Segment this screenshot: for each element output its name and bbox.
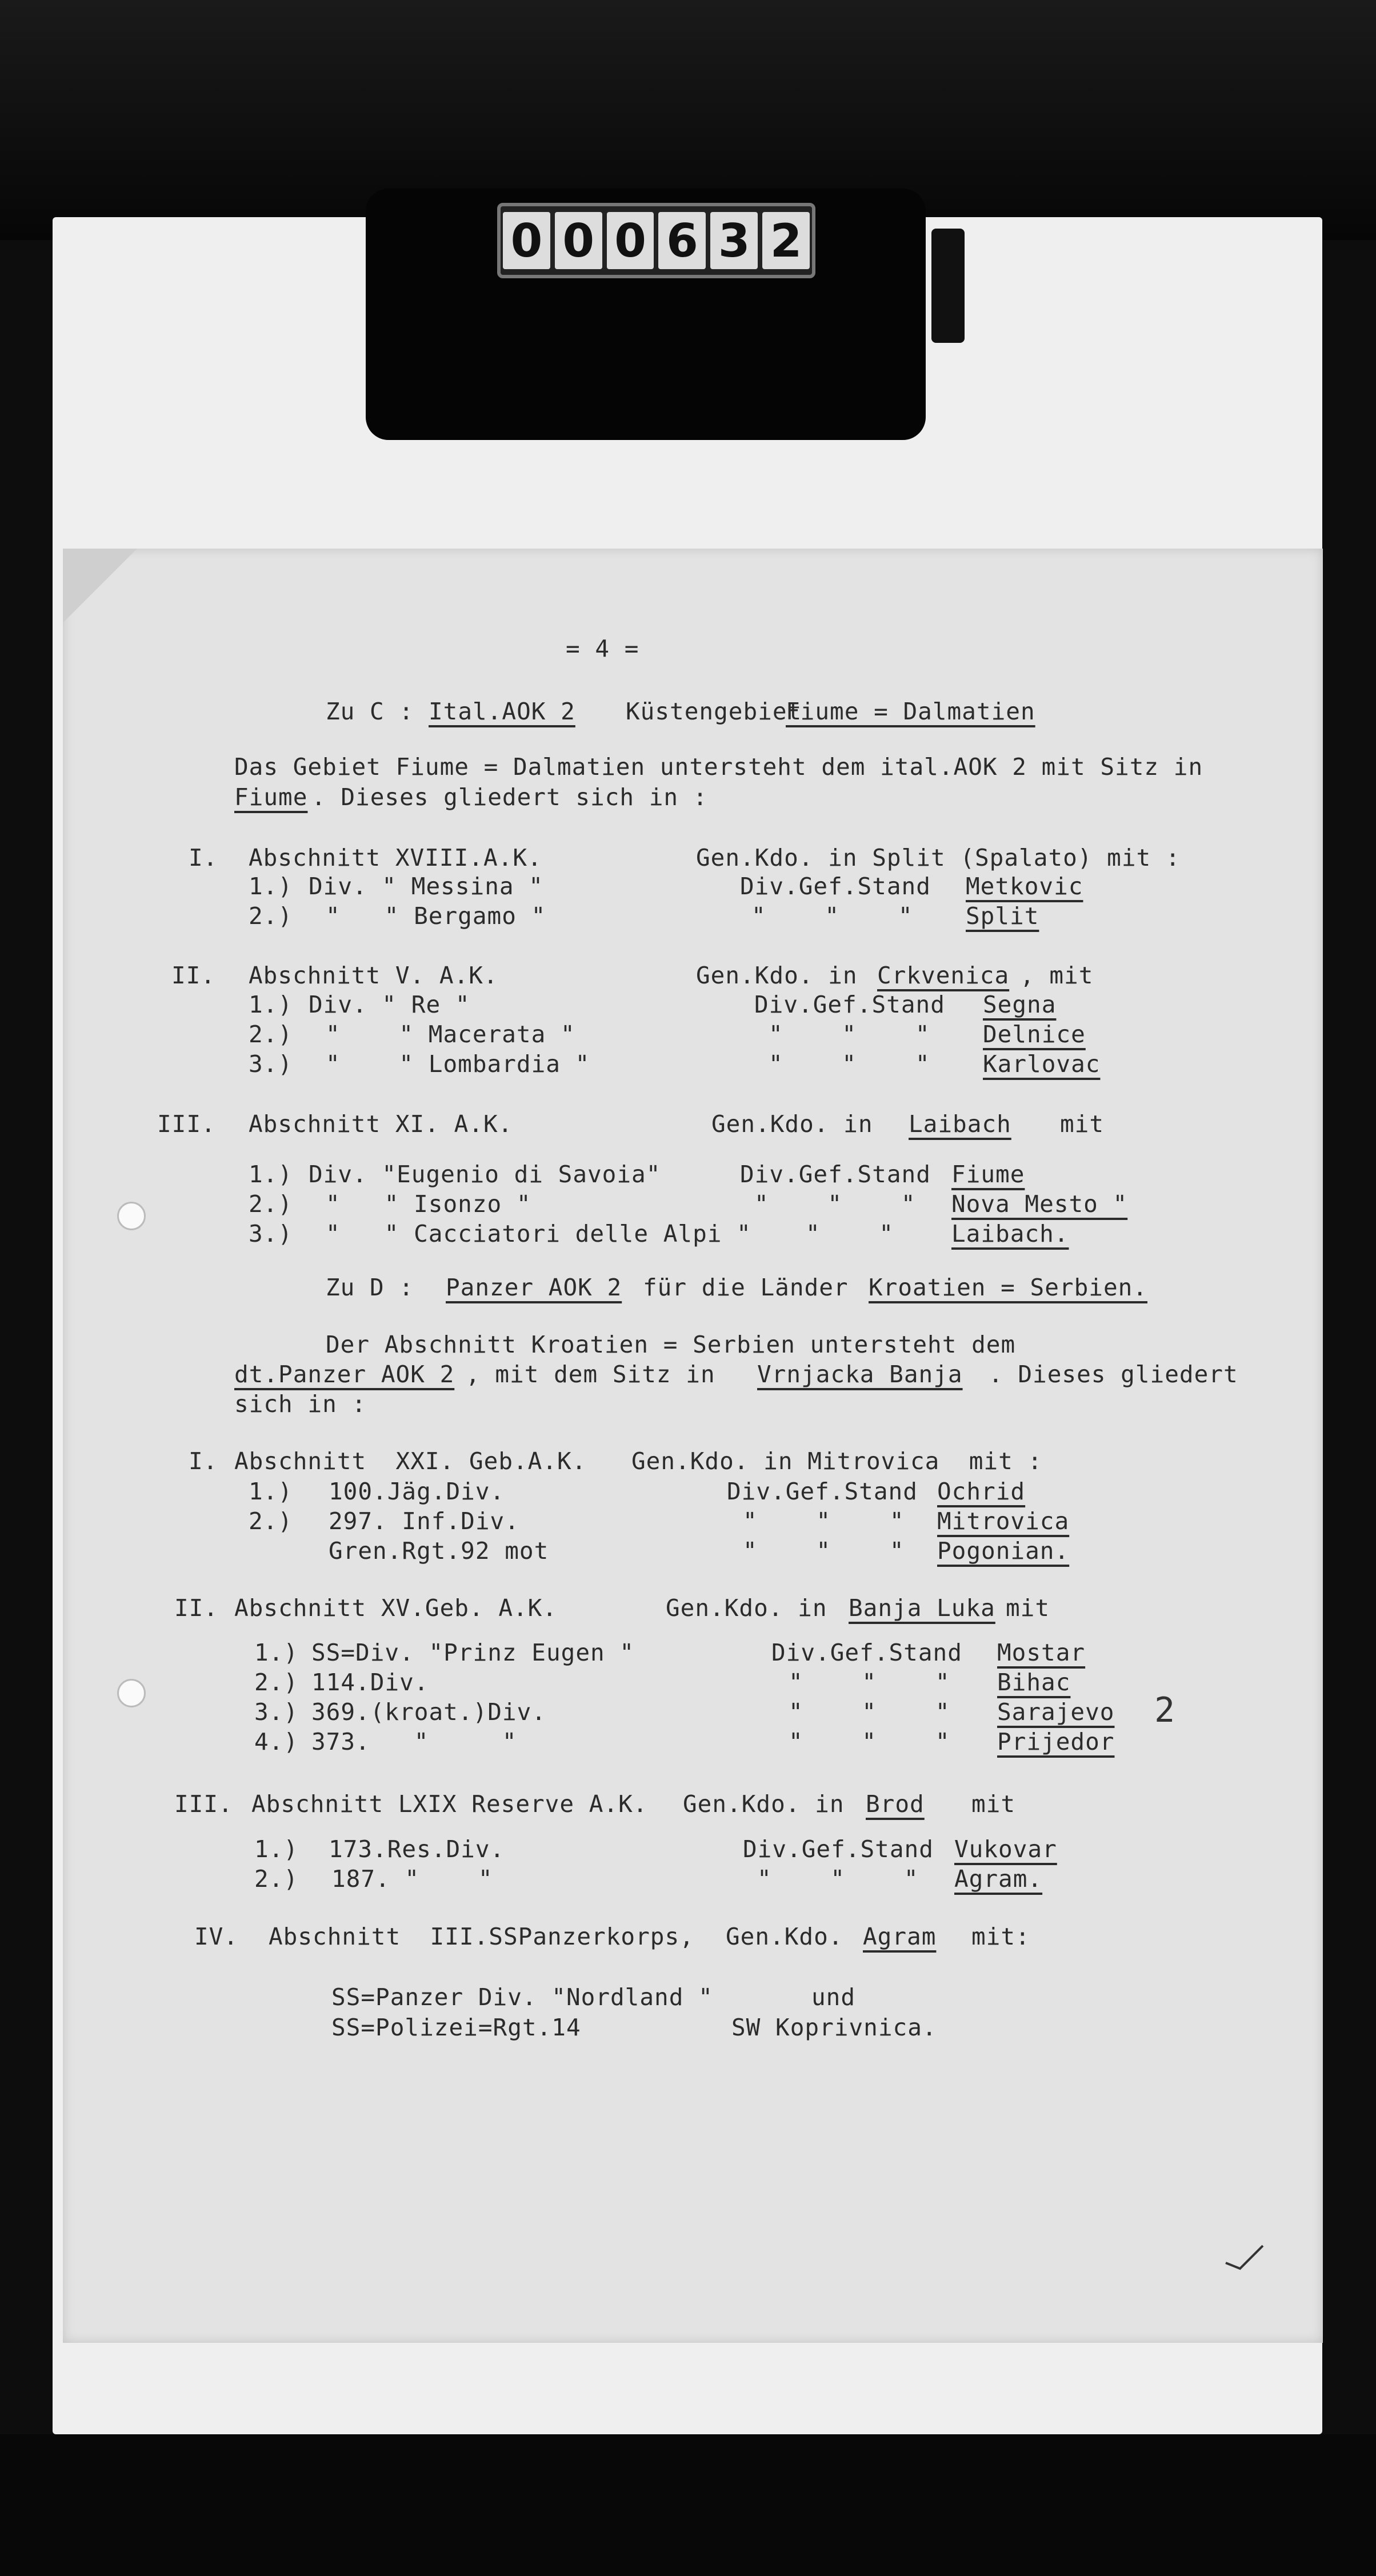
d2-row2-stand: " " ": [789, 1669, 950, 1696]
d1-row2-stand: " " ": [743, 1507, 905, 1535]
margin-mark: 2: [1154, 1690, 1175, 1730]
section-d-intro-line1: Der Abschnitt Kroatien = Serbien untersteht dem: [326, 1331, 1016, 1358]
d1-cmd: Gen.Kdo. in Mitrovica mit :: [631, 1447, 1043, 1475]
c2-row1-text: Div. " Re ": [309, 991, 470, 1018]
section-c-prefix: Zu C :: [326, 698, 414, 725]
page-marker: = 4 =: [566, 635, 639, 662]
d2-row1-text: SS=Div. "Prinz Eugen ": [311, 1639, 635, 1666]
c1-cmd: Gen.Kdo. in Split (Spalato) mit :: [696, 844, 1181, 871]
document-page: [63, 549, 1323, 2343]
c2-row1-place: Segna: [983, 991, 1057, 1018]
c3-row2-text: " " Isonzo ": [326, 1190, 531, 1218]
c3-row3-text: " " Cacciatori delle Alpi ": [326, 1220, 751, 1247]
section-d-intro-end: . Dieses gliedert: [989, 1361, 1238, 1388]
section-c-area: Fiume = Dalmatien: [786, 698, 1035, 725]
counter-digit: 3: [710, 212, 758, 269]
c3-row1-text: Div. "Eugenio di Savoia": [309, 1161, 661, 1188]
section-c-aok: Ital.AOK 2: [429, 698, 575, 725]
section-c-intro-fiume: Fiume: [234, 783, 308, 811]
d1-roman: I.: [189, 1447, 218, 1475]
c3-row2-stand: " " ": [754, 1190, 916, 1218]
d3-cmd-suffix: mit: [971, 1790, 1016, 1818]
c2-row1-stand: Div.Gef.Stand: [754, 991, 945, 1018]
section-c-intro-line2: . Dieses gliedert sich in :: [311, 783, 708, 811]
c1-row1-num: 1.): [249, 873, 293, 900]
d4-cmd-suffix: mit:: [971, 1923, 1030, 1950]
c1-name: Abschnitt XVIII.A.K.: [249, 844, 542, 871]
d2-row4-text: 373. " ": [311, 1728, 517, 1755]
c2-roman: II.: [171, 962, 216, 989]
d4-cmd-prefix: Gen.Kdo.: [726, 1923, 843, 1950]
d2-row2-num: 2.): [254, 1669, 299, 1696]
d3-roman: III.: [174, 1790, 233, 1818]
c1-row2-stand: " " ": [751, 902, 913, 930]
counter-digit: 6: [658, 212, 706, 269]
d2-row1-place: Mostar: [997, 1639, 1086, 1666]
c3-row3-stand: " ": [806, 1220, 894, 1247]
c3-row2-place: Nova Mesto ": [951, 1190, 1128, 1218]
d3-row2-place: Agram.: [954, 1865, 1043, 1893]
c2-row3-place: Karlovac: [983, 1050, 1101, 1078]
c2-row2-num: 2.): [249, 1021, 293, 1048]
d2-row2-text: 114.Div.: [311, 1669, 429, 1696]
section-d-intro-place: Vrnjacka Banja: [757, 1361, 963, 1388]
section-d-mid: für die Länder: [643, 1274, 849, 1301]
d2-name: Abschnitt XV.Geb. A.K.: [234, 1594, 558, 1622]
c2-name: Abschnitt V. A.K.: [249, 962, 498, 989]
d4-extra1-left: SS=Panzer Div. "Nordland ": [331, 1983, 713, 2011]
d1-row2-place: Mitrovica: [937, 1507, 1070, 1535]
section-c-area-label: Küstengebiet: [626, 698, 802, 725]
d1-row2-num: 2.): [249, 1507, 293, 1535]
d3-row1-stand: Div.Gef.Stand: [743, 1835, 934, 1863]
d3-row2-text: 187. " ": [331, 1865, 493, 1893]
d1-row3-place: Pogonian.: [937, 1537, 1070, 1565]
d4-extra2-right: SW Koprivnica.: [731, 2014, 937, 2041]
film-frame-bottom: [0, 2434, 1376, 2576]
c3-row1-num: 1.): [249, 1161, 293, 1188]
d4-extra1-right: und: [811, 1983, 856, 2011]
c3-cmd-prefix: Gen.Kdo. in: [711, 1110, 873, 1138]
d3-name: Abschnitt LXIX Reserve A.K.: [251, 1790, 648, 1818]
c2-row2-stand: " " ": [769, 1021, 930, 1048]
d2-cmd-prefix: Gen.Kdo. in: [666, 1594, 827, 1622]
c3-name: Abschnitt XI. A.K.: [249, 1110, 513, 1138]
folded-corner: [63, 549, 137, 623]
c1-roman: I.: [189, 844, 218, 871]
d3-cmd-prefix: Gen.Kdo. in: [683, 1790, 845, 1818]
d2-row3-stand: " " ": [789, 1698, 950, 1726]
c3-row2-num: 2.): [249, 1190, 293, 1218]
d3-row1-text: 173.Res.Div.: [329, 1835, 505, 1863]
c3-row3-num: 3.): [249, 1220, 293, 1247]
c3-cmd-suffix: mit: [1060, 1110, 1105, 1138]
c2-row3-stand: " " ": [769, 1050, 930, 1078]
d1-row3-stand: " " ": [743, 1537, 905, 1565]
c3-row3-place: Laibach.: [951, 1220, 1069, 1247]
d2-cmd-place: Banja Luka: [849, 1594, 995, 1622]
d4-cmd-place: Agram: [863, 1923, 937, 1950]
c2-row3-num: 3.): [249, 1050, 293, 1078]
d4-extra2-left: SS=Polizei=Rgt.14: [331, 2014, 581, 2041]
d2-row1-num: 1.): [254, 1639, 299, 1666]
d2-row4-stand: " " ": [789, 1728, 950, 1755]
d2-cmd-suffix: mit: [1006, 1594, 1050, 1622]
d3-row1-place: Vukovar: [954, 1835, 1057, 1863]
counter-digit: 0: [607, 212, 654, 269]
d2-row4-num: 4.): [254, 1728, 299, 1755]
section-d-intro-aok: dt.Panzer AOK 2: [234, 1361, 455, 1388]
d2-row2-place: Bihac: [997, 1669, 1071, 1696]
c2-row2-place: Delnice: [983, 1021, 1086, 1048]
c3-row1-stand: Div.Gef.Stand: [740, 1161, 931, 1188]
d4-roman: IV.: [194, 1923, 239, 1950]
c1-row1-text: Div. " Messina ": [309, 873, 543, 900]
c1-row2-num: 2.): [249, 902, 293, 930]
d3-row1-num: 1.): [254, 1835, 299, 1863]
d2-row1-stand: Div.Gef.Stand: [771, 1639, 962, 1666]
counter-knob: [931, 229, 965, 343]
d2-row3-text: 369.(kroat.)Div.: [311, 1698, 546, 1726]
d2-roman: II.: [174, 1594, 219, 1622]
c1-row1-place: Metkovic: [966, 873, 1083, 900]
frame-counter-display: [497, 203, 815, 278]
c2-cmd-prefix: Gen.Kdo. in: [696, 962, 858, 989]
c2-cmd-place: Crkvenica: [877, 962, 1010, 989]
d3-row2-num: 2.): [254, 1865, 299, 1893]
d3-cmd-place: Brod: [866, 1790, 925, 1818]
c3-roman: III.: [157, 1110, 216, 1138]
d1-row1-num: 1.): [249, 1478, 293, 1505]
section-d-intro-mid: , mit dem Sitz in: [466, 1361, 715, 1388]
section-c-intro-line1: Das Gebiet Fiume = Dalmatien untersteht dem ital.AOK 2 mit Sitz in: [234, 753, 1203, 781]
c2-row3-text: " " Lombardia ": [326, 1050, 590, 1078]
d1-row1-stand: Div.Gef.Stand: [727, 1478, 918, 1505]
c2-cmd-suffix: , mit: [1020, 962, 1094, 989]
d3-row2-stand: " " ": [757, 1865, 919, 1893]
d1-name: Abschnitt XXI. Geb.A.K.: [234, 1447, 587, 1475]
section-d-prefix: Zu D :: [326, 1274, 414, 1301]
section-d-area: Kroatien = Serbien.: [869, 1274, 1147, 1301]
d1-row2-text: 297. Inf.Div.: [329, 1507, 519, 1535]
punch-hole-upper: [117, 1202, 146, 1230]
d2-row3-place: Sarajevo: [997, 1698, 1115, 1726]
d1-row3-text: Gren.Rgt.92 mot: [329, 1537, 549, 1565]
c3-cmd-place: Laibach: [909, 1110, 1011, 1138]
counter-digit: 0: [503, 212, 550, 269]
d1-row1-place: Ochrid: [937, 1478, 1026, 1505]
punch-hole-lower: [117, 1679, 146, 1707]
section-d-main: Panzer AOK 2: [446, 1274, 622, 1301]
c1-row1-stand: Div.Gef.Stand: [740, 873, 931, 900]
c1-row2-place: Split: [966, 902, 1039, 930]
check-mark-icon: [1223, 2240, 1269, 2274]
d4-name: Abschnitt III.SSPanzerkorps,: [269, 1923, 694, 1950]
c2-row2-text: " " Macerata ": [326, 1021, 575, 1048]
d2-row4-place: Prijedor: [997, 1728, 1115, 1755]
counter-digit: 2: [762, 212, 810, 269]
section-d-intro-line3: sich in :: [234, 1390, 367, 1418]
counter-digit: 0: [555, 212, 602, 269]
c2-row1-num: 1.): [249, 991, 293, 1018]
c3-row1-place: Fiume: [951, 1161, 1025, 1188]
c1-row2-text: " " Bergamo ": [326, 902, 546, 930]
d2-row3-num: 3.): [254, 1698, 299, 1726]
d1-row1-text: 100.Jäg.Div.: [329, 1478, 505, 1505]
